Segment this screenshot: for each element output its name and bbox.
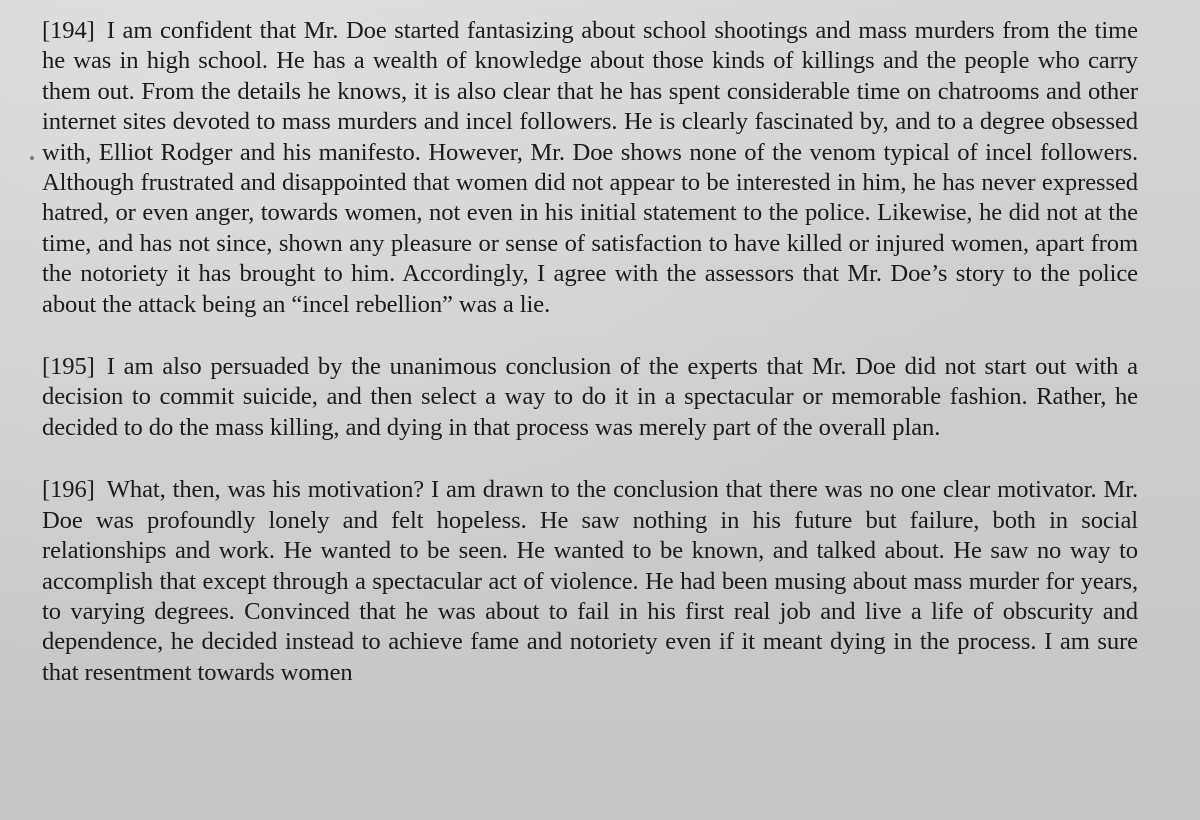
judgment-text [42,16,1138,688]
paragraph-195 [42,352,1138,443]
paragraph-number: [195] [42,353,95,381]
margin-ink-dot [30,156,34,160]
paragraph-text: I am confident that Mr. Doe started fantasizing about school shootings and mass murders from the time he was in high school. He has a wealth of knowledge about those kinds of killings and the people who carry them out. From the details he knows, it is also clear that he has spent considerable time on chatrooms and other internet sites devoted to mass murders and incel followers. He is clearly fascinated by, and to a degree obsessed with, Elliot Rodger and his manifesto. However, Mr. Doe shows none of the venom typical of incel followers. Although frustrated and disappointed that women did not appear to be interested in him, he has never expressed hatred, or even anger, towards women, not even in his initial statement to the police. Likewise, he did not at the time, and has not since, shown any pleasure or sense of satisfaction to have killed or injured women, apart from the notoriety it has brought to him. Accordingly, I agree with the assessors that Mr. Doe’s story to the police about the attack being an “incel rebellion” was a lie. [42,17,1138,318]
paragraph-number: [194] [42,17,95,44]
paragraph-196 [42,475,1138,688]
paragraph-number: [196] [42,476,95,504]
paragraph-194 [42,16,1138,320]
paragraph-text: I am also persuaded by the unanimous conclusion of the experts that Mr. Doe did not start out with a decision to commit suicide, and then select a way to do it in a spectacular or memorable fashion. Rather, he decided to do the mass killing, and dying in that process was merely part of the overall plan. [42,353,1138,441]
paragraph-text: What, then, was his motivation? I am drawn to the conclusion that there was no one clear motivator. Mr. Doe was profoundly lonely and felt hopeless. He saw nothing in his future but failure, both in social relationships and work. He wanted to be seen. He wanted to be known, and talked about. He saw no way to accomplish that except through a spectacular act of violence. He had been musing about mass murder for years, to varying degrees. Convinced that he was about to fail in his first real job and live a life of obscurity and dependence, he decided instead to achieve fame and notoriety even if it meant dying in the process. I am sure that resentment towards women [42,476,1138,686]
